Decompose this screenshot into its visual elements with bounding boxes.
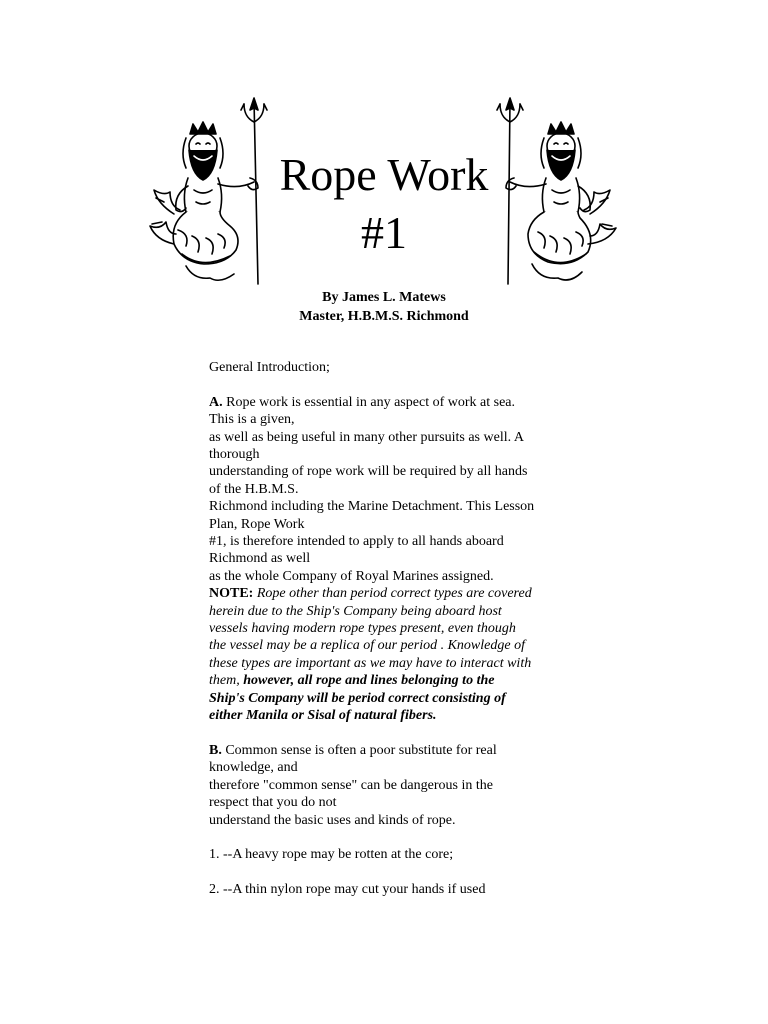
byline xyxy=(234,288,534,326)
note-emphasis: however, all rope and lines belonging to the xyxy=(243,673,495,689)
note-text: them, xyxy=(209,673,244,689)
section-a-line: thorough xyxy=(209,447,260,463)
section-b-line: respect that you do not xyxy=(209,795,337,811)
title-line-2: #1 xyxy=(361,207,407,258)
title-line-1: Rope Work xyxy=(279,149,489,200)
note-line xyxy=(209,585,561,602)
section-b-line: therefore "common sense" can be dangerous in the xyxy=(209,777,493,793)
section-a-line: Richmond as well xyxy=(209,551,311,567)
byline-position: Master, H.B.M.S. Richmond xyxy=(299,309,469,324)
blank-line xyxy=(209,725,561,742)
section-a-line: #1, is therefore intended to apply to all hands aboard xyxy=(209,534,504,550)
section-a-line: as well as being useful in many other pursuits as well. A xyxy=(209,429,524,445)
document-title xyxy=(234,146,534,262)
byline-author: By James L. Matews xyxy=(322,290,446,305)
section-a-line: Plan, Rope Work xyxy=(209,516,305,532)
section-a-line xyxy=(209,394,561,411)
note-line xyxy=(209,672,561,689)
blank-line xyxy=(209,829,561,846)
note-emphasis-line: Ship's Company will be period correct consisting of xyxy=(209,690,506,706)
section-b-text: Common sense is often a poor substitute for real xyxy=(221,742,497,758)
note-text: Rope other than period correct types are covered xyxy=(253,586,532,602)
section-b-line: understand the basic uses and kinds of rope. xyxy=(209,812,456,828)
section-a-marker: A. xyxy=(209,394,223,410)
section-a-line: understanding of rope work will be required by all hands xyxy=(209,464,528,480)
intro-heading: General Introduction; xyxy=(209,360,330,375)
document-body xyxy=(209,359,561,899)
list-item-1: 1. --A heavy rope may be rotten at the core; xyxy=(209,847,454,863)
list-item-2: 2. --A thin nylon rope may cut your hands if used xyxy=(209,882,486,898)
section-a-line: of the H.B.M.S. xyxy=(209,481,299,497)
blank-line xyxy=(209,376,561,393)
section-a-text: Rope work is essential in any aspect of work at sea. xyxy=(222,394,515,410)
section-a-line: Richmond including the Marine Detachment. This Lesson xyxy=(209,499,535,515)
section-a-line: This is a given, xyxy=(209,412,295,428)
note-emphasis-line: either Manila or Sisal of natural fibers. xyxy=(209,708,437,724)
section-a-line: as the whole Company of Royal Marines assigned. xyxy=(209,568,494,584)
note-line: the vessel may be a replica of our period . Knowledge of xyxy=(209,638,525,654)
section-b-line xyxy=(209,742,561,759)
note-line: these types are important as we may have to interact with xyxy=(209,655,532,671)
note-label: NOTE: xyxy=(209,586,254,602)
section-b-marker: B. xyxy=(209,742,222,758)
blank-line xyxy=(209,864,561,881)
note-line: vessels having modern rope types present, even though xyxy=(209,621,516,637)
note-line: herein due to the Ship's Company being aboard host xyxy=(209,603,502,619)
section-b-line: knowledge, and xyxy=(209,760,298,776)
